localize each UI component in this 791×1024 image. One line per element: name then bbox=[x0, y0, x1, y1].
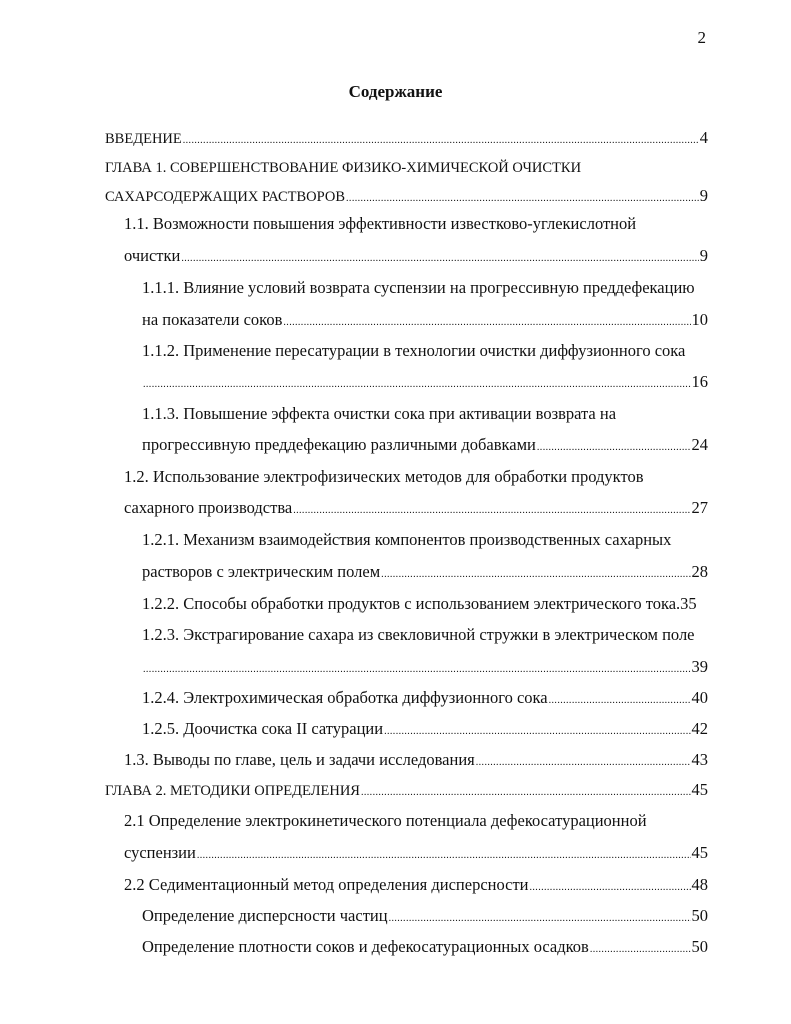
toc-entry-1-1-2[interactable] bbox=[142, 341, 685, 361]
toc-entry-label: прогрессивную преддефекацию различными добавками bbox=[142, 435, 536, 454]
toc-entry-page: 4 bbox=[699, 128, 708, 147]
toc-entry-label: 1.1. Возможности повышения эффективности известково-углекислотной bbox=[124, 214, 637, 233]
toc-entry-label: САХАРСОДЕРЖАЩИХ РАСТВОРОВ bbox=[105, 189, 346, 205]
toc-entry-page: 43 bbox=[691, 750, 708, 769]
toc-entry-label: ГЛАВА 1. СОВЕРШЕНСТВОВАНИЕ ФИЗИКО-ХИМИЧЕСКОЙ ОЧИСТКИ bbox=[105, 160, 582, 176]
toc-entry-juice-density[interactable] bbox=[142, 937, 708, 960]
leader-dots bbox=[381, 565, 690, 585]
toc-entry-page: 45 bbox=[691, 843, 708, 862]
toc-entry-chapter1-cont[interactable] bbox=[105, 186, 708, 209]
leader-dots bbox=[183, 131, 699, 151]
toc-entry-1-2-3[interactable] bbox=[142, 625, 695, 645]
leader-dots bbox=[590, 940, 691, 960]
leader-dots bbox=[143, 660, 691, 680]
toc-entry-1-2-1-cont[interactable] bbox=[142, 562, 708, 585]
toc-entry-page: 42 bbox=[691, 719, 708, 738]
toc-entry-introduction[interactable] bbox=[105, 128, 708, 151]
toc-entry-page: 40 bbox=[691, 688, 708, 707]
toc-entry-2-1[interactable] bbox=[124, 811, 647, 831]
toc-entry-page: 50 bbox=[691, 937, 708, 956]
toc-entry-page: 16 bbox=[691, 372, 708, 391]
toc-entry-label: 1.2.4. Электрохимическая обработка диффузионного сока bbox=[142, 688, 548, 707]
toc-entry-1-1[interactable] bbox=[124, 214, 636, 234]
toc-entry-label: суспензии bbox=[124, 843, 196, 862]
toc-entry-page: 48 bbox=[691, 875, 708, 894]
toc-entry-1-1-2-cont[interactable] bbox=[142, 372, 708, 395]
leader-dots bbox=[181, 249, 698, 269]
leader-dots bbox=[476, 753, 691, 773]
toc-entry-1-1-1-cont[interactable] bbox=[142, 310, 708, 333]
toc-entry-label: 2.1 Определение электрокинетического потенциала дефекосатурационной bbox=[124, 811, 647, 830]
leader-dots bbox=[293, 501, 690, 521]
toc-entry-1-2[interactable] bbox=[124, 467, 644, 487]
toc-entry-label: ВВЕДЕНИЕ bbox=[105, 131, 182, 147]
toc-entry-label: 1.3. Выводы по главе, цель и задачи исследования bbox=[124, 750, 475, 769]
toc-entry-label: очистки bbox=[124, 246, 181, 265]
toc-entry-page: 9 bbox=[699, 186, 708, 205]
leader-dots bbox=[384, 722, 690, 742]
page-number: 2 bbox=[697, 28, 706, 47]
leader-dots bbox=[283, 313, 690, 333]
toc-entry-chapter2[interactable] bbox=[105, 780, 708, 803]
toc-entry-label: Определение плотности соков и дефекосатурационных осадков bbox=[142, 937, 589, 956]
toc-entry-1-2-1[interactable] bbox=[142, 530, 671, 550]
toc-entry-1-2-4[interactable] bbox=[142, 688, 708, 711]
toc-entry-label: 1.2.5. Доочистка сока II сатурации bbox=[142, 719, 384, 738]
page-title: Содержание bbox=[348, 82, 443, 101]
toc-entry-label: 1.2.1. Механизм взаимодействия компонентов производственных сахарных bbox=[142, 530, 672, 549]
toc-entry-1-2-5[interactable] bbox=[142, 719, 708, 742]
toc-entry-page: 10 bbox=[691, 310, 708, 329]
toc-entry-1-2-cont[interactable] bbox=[124, 498, 708, 521]
toc-entry-label: 1.1.2. Применение пересатурации в технологии очистки диффузионного сока bbox=[142, 341, 686, 360]
toc-entry-1-1-3[interactable] bbox=[142, 404, 616, 424]
leader-dots bbox=[197, 846, 691, 866]
toc-entry-label: сахарного производства bbox=[124, 498, 293, 517]
leader-dots bbox=[143, 375, 691, 395]
leader-dots bbox=[346, 189, 699, 209]
toc-entry-page: 50 bbox=[691, 906, 708, 925]
toc-entry-1-2-3-cont[interactable] bbox=[142, 657, 708, 680]
toc-entry-label: ГЛАВА 2. МЕТОДИКИ ОПРЕДЕЛЕНИЯ bbox=[105, 783, 360, 799]
toc-entry-1-1-3-cont[interactable] bbox=[142, 435, 708, 458]
toc-entry-label: 2.2 Седиментационный метод определения дисперсности bbox=[124, 875, 529, 894]
leader-dots bbox=[389, 909, 691, 929]
toc-entry-label: 1.2.3. Экстрагирование сахара из свекловичной стружки в электрическом поле bbox=[142, 625, 695, 644]
toc-entry-label: на показатели соков bbox=[142, 310, 283, 329]
toc-entry-1-1-1[interactable] bbox=[142, 278, 695, 298]
leader-dots bbox=[537, 438, 691, 458]
toc-entry-label: 1.1.3. Повышение эффекта очистки сока при активации возврата на bbox=[142, 404, 617, 423]
toc-entry-label: 1.1.1. Влияние условий возврата суспензии на прогрессивную преддефекацию bbox=[142, 278, 695, 297]
toc-entry-page: 28 bbox=[691, 562, 708, 581]
toc-entry-page: 45 bbox=[691, 780, 708, 799]
leader-dots bbox=[361, 783, 691, 803]
toc-entry-label: Определение дисперсности частиц bbox=[142, 906, 388, 925]
leader-dots bbox=[530, 878, 691, 898]
toc-entry-2-1-cont[interactable] bbox=[124, 843, 708, 866]
toc-entry-page: 39 bbox=[691, 657, 708, 676]
toc-entry-label: 1.2. Использование электрофизических методов для обработки продуктов bbox=[124, 467, 644, 486]
toc-entry-page: 27 bbox=[691, 498, 708, 517]
toc-entry-particle-dispersity[interactable] bbox=[142, 906, 708, 929]
toc-entry-page: 24 bbox=[691, 435, 708, 454]
leader-dots bbox=[549, 691, 691, 711]
toc-entry-1-3[interactable] bbox=[124, 750, 708, 773]
toc-entry-2-2[interactable] bbox=[124, 875, 708, 898]
toc-entry-page: 9 bbox=[699, 246, 708, 265]
toc-entry-page: 35 bbox=[680, 594, 697, 613]
toc-entry-1-1-cont[interactable] bbox=[124, 246, 708, 269]
toc-entry-label: растворов с электрическим полем bbox=[142, 562, 381, 581]
toc-entry-label: 1.2.2. Способы обработки продуктов с использованием электрического тока. bbox=[142, 594, 681, 613]
toc-entry-chapter1[interactable] bbox=[105, 158, 581, 178]
toc-entry-1-2-2[interactable] bbox=[142, 594, 708, 614]
